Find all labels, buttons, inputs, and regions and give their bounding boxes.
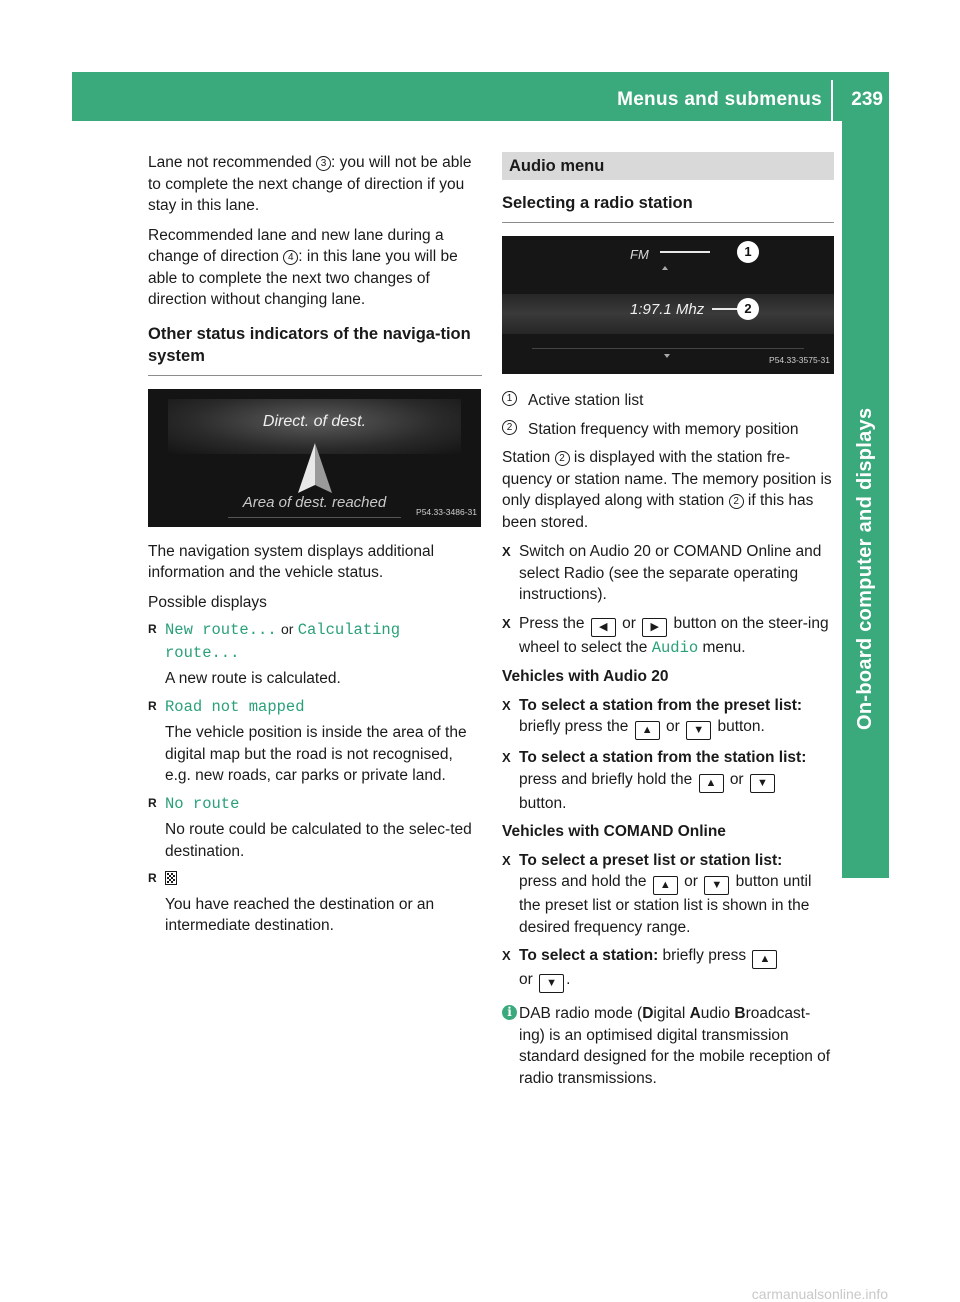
down-key-icon: ▼	[750, 774, 775, 793]
callout-1: 1	[737, 241, 759, 263]
image-reference: P54.33-3575-31	[769, 354, 830, 365]
step: X To select a station from the station list: press and briefly hold the ▲ or ▼ button.	[502, 747, 834, 814]
right-key-icon: ▶	[642, 618, 667, 637]
footer-watermark: carmanualsonline.info	[751, 1286, 888, 1302]
subheading: Vehicles with Audio 20	[502, 668, 669, 685]
down-key-icon: ▼	[539, 974, 564, 993]
down-arrow-icon	[664, 354, 670, 358]
step: X To select a station from the preset list: briefly press the ▲ or ▼ button.	[502, 695, 834, 741]
step: X To select a station: briefly press ▲ or ▼ .	[502, 945, 834, 993]
up-key-icon: ▲	[752, 950, 777, 969]
display-text-direction: Direct. of dest.	[262, 412, 367, 430]
subheading: Vehicles with COMAND Online	[502, 823, 726, 840]
step: X To select a preset list or station list: press and hold the ▲ or ▼ button until the preset list or station list is shown in the desired frequency range.	[502, 850, 834, 939]
list-item: R New route... or Calculating route... A new route is calculated.	[148, 619, 482, 690]
recommended-lane: Recommended lane and new lane during a change of direction 4 : in this lane you will be able to complete the next two changes of direction without changing lane.	[148, 226, 458, 308]
legend-item: 1 Active station list	[502, 390, 834, 412]
step: X Switch on Audio 20 or COMAND Online and select Radio (see the separate operating instructions).	[502, 541, 834, 606]
direction-arrow-icon	[298, 443, 332, 493]
up-arrow-icon	[662, 266, 668, 270]
station-paragraph: Station 2 is displayed with the station fre-quency or station name. The memory position is only displayed along with station 2 if this has been stored.	[502, 449, 832, 531]
left-column	[148, 152, 482, 943]
info-note: i DAB radio mode (Digital Audio Broadcast-ing) is an optimised digital transmission standard designed for the mobile reception of radio transmissions.	[502, 1003, 834, 1089]
header-bar	[72, 72, 889, 121]
page-number: 239	[851, 89, 883, 110]
lane-not-recommended: Lane not recommended 3 : you will not be able to complete the next change of direction if you stay in this lane.	[148, 154, 472, 214]
down-key-icon: ▼	[704, 876, 729, 895]
up-key-icon: ▲	[699, 774, 724, 793]
display-text-area: Area of dest. reached	[242, 493, 387, 511]
down-key-icon: ▼	[686, 721, 711, 740]
list-item: R Road not mapped The vehicle position is inside the area of the digital map but the road is not recognised, e.g. new roads, car parks or private land.	[148, 696, 482, 787]
list-item: R You have reached the destination or an intermediate destination.	[148, 868, 482, 937]
up-key-icon: ▲	[635, 721, 660, 740]
frequency-label: 1:97.1 Mhz	[630, 301, 705, 318]
section-bar: Audio menu	[502, 152, 834, 180]
legend-item: 2 Station frequency with memory position	[502, 419, 834, 441]
list-item: R No route No route could be calculated to the selec-ted destination.	[148, 793, 482, 863]
flag-icon	[165, 871, 177, 885]
circled-number: 4	[283, 250, 298, 265]
left-key-icon: ◀	[591, 618, 616, 637]
section-heading: Other status indicators of the naviga-tion system	[148, 323, 482, 376]
callout-2: 2	[737, 298, 759, 320]
image-reference: P54.33-3486-31	[416, 507, 477, 517]
possible-displays: Possible displays	[148, 593, 267, 611]
nav-display-image	[148, 389, 481, 527]
radio-display-image	[502, 236, 834, 374]
side-tab-label: On-board computer and displays	[853, 407, 876, 730]
intro-text: The navigation system displays additional information and the vehicle status.	[148, 542, 435, 581]
band-label: FM	[630, 247, 649, 262]
circled-number: 3	[316, 156, 331, 171]
up-key-icon: ▲	[653, 876, 678, 895]
header-divider	[831, 80, 833, 121]
info-icon: i	[502, 1005, 517, 1020]
right-column	[502, 152, 834, 1089]
section-title: Menus and submenus	[617, 89, 822, 110]
section-heading: Selecting a radio station	[502, 192, 834, 223]
step: X Press the ◀ or ▶ button on the steer-ing wheel to select the Audio menu.	[502, 613, 834, 660]
